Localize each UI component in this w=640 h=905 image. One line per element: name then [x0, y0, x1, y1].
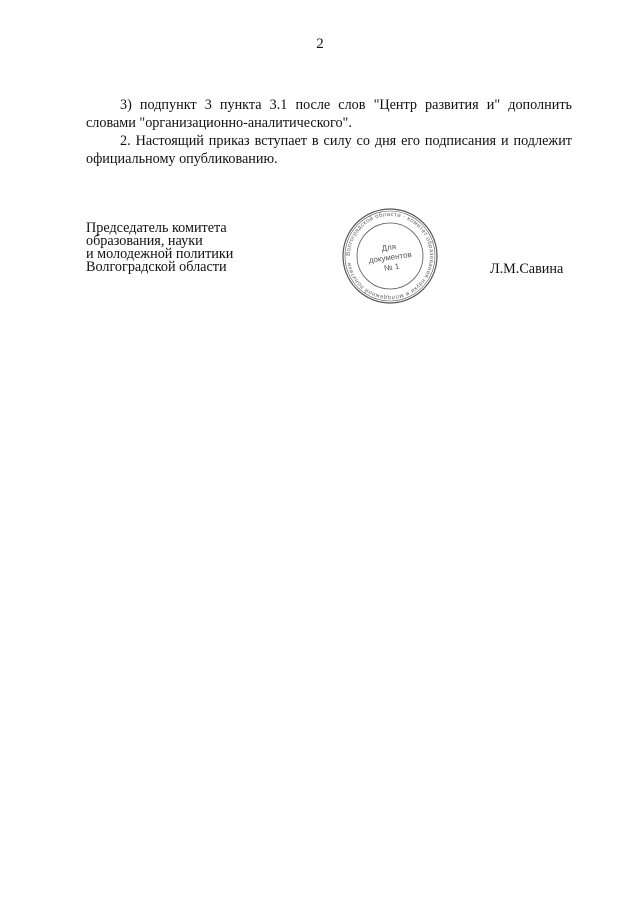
body-text: [86, 96, 572, 168]
official-seal-stamp: [340, 206, 440, 306]
position-line: Председатель комитета: [86, 220, 227, 236]
position-line: и молодежной политики: [86, 246, 234, 262]
signatory-name: Л.М.Савина: [490, 261, 564, 277]
position-line: Волгоградской области: [86, 259, 227, 275]
stamp-inner-line: Для: [381, 242, 397, 254]
stamp-ring-text: Волгоградской области · комитет образования науки и молодежной политики: [345, 211, 435, 301]
paragraph-subpoint-3: 3) подпункт 3 пункта 3.1 после слов "Центр развития и" дополнить словами "организационно-аналитического".: [86, 97, 572, 131]
paragraph-effective-date: 2. Настоящий приказ вступает в силу со дня его подписания и подлежит официальному опубликованию.: [86, 133, 572, 167]
page-number: 2: [316, 36, 324, 52]
position-line: образования, науки: [86, 233, 203, 249]
stamp-inner-line: № 1: [383, 261, 400, 273]
stamp-inner-line: документов: [368, 250, 413, 265]
signatory-position: [86, 222, 233, 274]
